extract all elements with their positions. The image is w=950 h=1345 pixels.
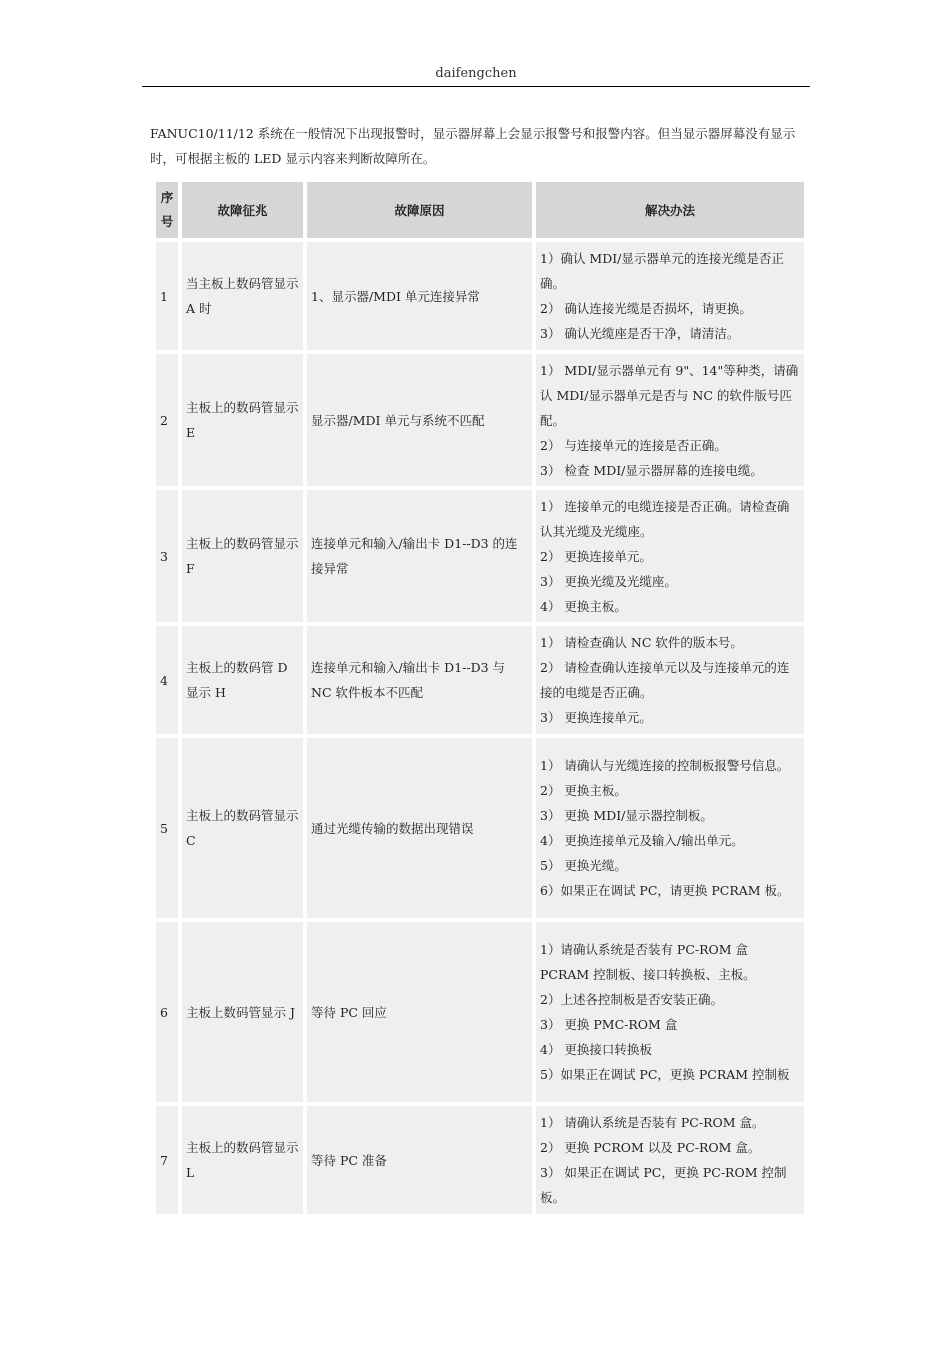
solution-step: 5）如果正在调试 PC，更换 PCRAM 控制板 — [540, 1067, 790, 1082]
solution-step: 3） 更换 MDI/显示器控制板。 — [540, 808, 713, 823]
symptom-cell: 主板上的数码管 D 显示 H — [182, 626, 303, 734]
solution-step: 1） MDI/显示器单元有 9"、14"等种类，请确认 MDI/显示器单元是否与 NC 的软件版号匹配。 — [540, 362, 799, 428]
solution-cell — [536, 242, 804, 350]
table-row — [156, 490, 804, 622]
table-row — [156, 738, 804, 918]
row-number: 7 — [156, 1106, 178, 1214]
row-number: 2 — [156, 354, 178, 486]
fault-table — [152, 178, 808, 1218]
solution-step: 3） 更换 PMC-ROM 盒 — [540, 1017, 678, 1032]
solution-step: 4） 更换连接单元及输入/输出单元。 — [540, 833, 744, 848]
header-seq: 序号 — [156, 182, 178, 238]
row-number: 6 — [156, 922, 178, 1102]
solution-step: 2）上述各控制板是否安装正确。 — [540, 992, 723, 1007]
solution-step: 2） 更换主板。 — [540, 783, 627, 798]
symptom-cell: 当主板上数码管显示 A 时 — [182, 242, 303, 350]
symptom-cell: 主板上数码管显示 J — [182, 922, 303, 1102]
solution-step: 4） 更换接口转换板 — [540, 1042, 652, 1057]
solution-step: 2） 与连接单元的连接是否正确。 — [540, 437, 727, 453]
cause-cell: 等待 PC 准备 — [307, 1106, 532, 1214]
table-header-row — [156, 182, 804, 238]
solution-step: 5） 更换光缆。 — [540, 858, 627, 873]
header-rule — [142, 86, 810, 87]
cause-cell: 1、显示器/MDI 单元连接异常 — [307, 242, 532, 350]
symptom-cell: 主板上的数码管显示 E — [182, 354, 303, 486]
solution-step: 2） 更换 PCROM 以及 PC-ROM 盒。 — [540, 1140, 761, 1155]
solution-step: 3） 检查 MDI/显示器屏幕的连接电缆。 — [540, 462, 763, 478]
solution-step: 3） 更换连接单元。 — [540, 710, 652, 725]
row-number: 1 — [156, 242, 178, 350]
solution-cell — [536, 626, 804, 734]
solution-step: 4） 更换主板。 — [540, 598, 627, 614]
table-row — [156, 242, 804, 350]
solution-step: 1） 请确认系统是否装有 PC-ROM 盒。 — [540, 1115, 765, 1130]
symptom-cell: 主板上的数码管显示 C — [182, 738, 303, 918]
solution-cell — [536, 490, 804, 622]
solution-step: 2） 请检查确认连接单元以及与连接单元的连接的电缆是否正确。 — [540, 660, 790, 700]
row-number: 4 — [156, 626, 178, 734]
table-row — [156, 922, 804, 1102]
solution-step: 3） 更换光缆及光缆座。 — [540, 573, 677, 589]
symptom-cell: 主板上的数码管显示 F — [182, 490, 303, 622]
cause-cell: 通过光缆传输的数据出现错误 — [307, 738, 532, 918]
symptom-cell: 主板上的数码管显示 L — [182, 1106, 303, 1214]
intro-paragraph: FANUC10/11/12 系统在一般情况下出现报警时，显示器屏幕上会显示报警号和报警内容。但当显示器屏幕没有显示时，可根据主板的 LED 显示内容来判断故障所在。 — [150, 126, 796, 166]
header-cause: 故障原因 — [307, 182, 532, 238]
table-row — [156, 354, 804, 486]
solution-step: 3） 如果正在调试 PC，更换 PC-ROM 控制板。 — [540, 1165, 787, 1205]
solution-step: 1）请确认系统是否装有 PC-ROM 盒 PCRAM 控制板、接口转换板、主板。 — [540, 942, 756, 982]
solution-cell — [536, 1106, 804, 1214]
header-symptom: 故障征兆 — [182, 182, 303, 238]
fault-table-body — [156, 242, 804, 1214]
cause-cell: 连接单元和输入/输出卡 D1--D3 的连接异常 — [307, 490, 532, 622]
page-header: daifengchen — [435, 66, 517, 81]
row-number: 3 — [156, 490, 178, 622]
solution-step: 1）确认 MDI/显示器单元的连接光缆是否正确。 — [540, 251, 784, 291]
solution-step: 3） 确认光缆座是否干净，请清洁。 — [540, 326, 740, 341]
header-solution: 解决办法 — [536, 182, 804, 238]
solution-step: 1） 请检查确认 NC 软件的版本号。 — [540, 635, 743, 650]
solution-step: 2） 更换连接单元。 — [540, 548, 652, 564]
solution-step: 6）如果正在调试 PC，请更换 PCRAM 板。 — [540, 883, 790, 898]
solution-step: 1） 连接单元的电缆连接是否正确。请检查确认其光缆及光缆座。 — [540, 498, 790, 539]
table-row — [156, 626, 804, 734]
cause-cell: 连接单元和输入/输出卡 D1--D3 与 NC 软件板本不匹配 — [307, 626, 532, 734]
solution-cell — [536, 738, 804, 918]
cause-cell: 等待 PC 回应 — [307, 922, 532, 1102]
solution-cell — [536, 922, 804, 1102]
solution-step: 2） 确认连接光缆是否损坏，请更换。 — [540, 301, 752, 316]
table-row — [156, 1106, 804, 1214]
solution-cell — [536, 354, 804, 486]
cause-cell: 显示器/MDI 单元与系统不匹配 — [307, 354, 532, 486]
row-number: 5 — [156, 738, 178, 918]
solution-step: 1） 请确认与光缆连接的控制板报警号信息。 — [540, 758, 790, 773]
